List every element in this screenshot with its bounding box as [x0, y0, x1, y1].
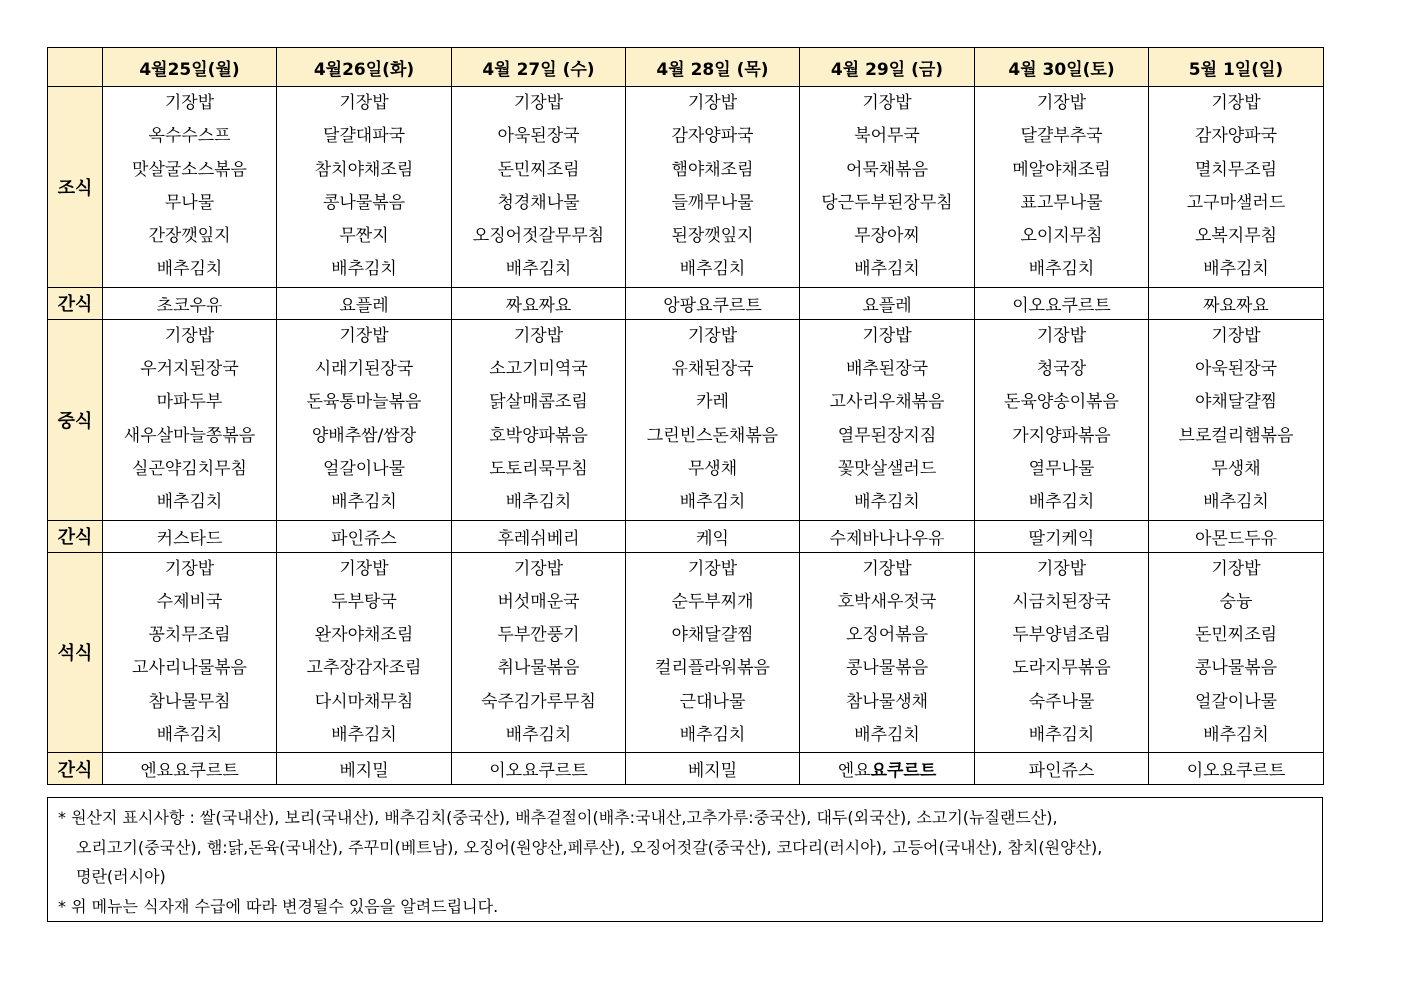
menu-item: 기장밥	[687, 93, 738, 113]
snack-cell: 요플레	[800, 287, 975, 319]
menu-item: 기장밥	[513, 93, 564, 113]
snack-cell: 수제바나나우유	[800, 520, 975, 552]
menu-item: 기장밥	[164, 558, 215, 579]
menu-item: 도라지무볶음	[1012, 658, 1111, 679]
menu-item: 들깨무나물	[671, 192, 754, 213]
note-origin-line-2: 오리고기(중국산), 햄:닭,돈육(국내산), 주꾸미(베트남), 오징어(원양산,페루산), 오징어젓갈(중국산), 코다리(러시아), 고등어(국내산), 참치(원양산),	[76, 837, 1103, 857]
snack-cell: 이오요쿠르트	[452, 753, 626, 785]
menu-cell	[452, 87, 626, 288]
menu-item: 고사리우채볶음	[829, 392, 945, 413]
menu-cell	[800, 552, 975, 753]
menu-item: 얼갈이나물	[1194, 691, 1278, 712]
table-body	[48, 87, 1324, 785]
snack-cell: 이오요쿠르트	[975, 287, 1149, 319]
menu-item: 돈민찌조림	[1194, 625, 1278, 646]
menu-item: 배추김치	[679, 259, 746, 280]
snack-cell: 아몬드두유	[1149, 520, 1324, 552]
menu-item: 콩나물볶음	[1194, 658, 1278, 679]
menu-item: 청국장	[1036, 359, 1087, 380]
day-header: 5월 1일(일)	[1149, 48, 1324, 87]
row-label: 석식	[48, 552, 103, 753]
menu-item: 숭늉	[1219, 591, 1253, 612]
menu-item: 시금치된장국	[1012, 591, 1111, 612]
menu-item: 기장밥	[687, 325, 738, 346]
table-header	[48, 48, 1324, 87]
menu-item: 순두부찌개	[671, 591, 754, 612]
meal-row	[48, 552, 1324, 753]
menu-item: 콩나물볶음	[845, 658, 929, 679]
snack-row	[48, 520, 1324, 552]
header-row	[48, 48, 1324, 87]
snack-cell: 딸기케익	[975, 520, 1149, 552]
menu-item: 감자양파국	[1194, 126, 1278, 147]
menu-item: 새우살마늘쫑볶음	[123, 425, 256, 446]
menu-cell	[103, 552, 277, 753]
menu-item: 멸치무조림	[1194, 159, 1278, 180]
menu-cell	[277, 552, 452, 753]
snack-cell: 파인쥬스	[277, 520, 452, 552]
snack-item-part: 엔요	[837, 761, 871, 782]
menu-item: 참나물무침	[148, 691, 231, 712]
menu-item: 오징어볶음	[845, 625, 929, 646]
menu-item: 버섯매운국	[497, 591, 580, 612]
menu-item: 돈민찌조림	[497, 159, 580, 180]
snack-cell: 요플레	[277, 287, 452, 319]
menu-item: 기장밥	[1036, 93, 1087, 113]
snack-cell: 후레쉬베리	[452, 520, 626, 552]
menu-item: 배추김치	[505, 259, 572, 280]
menu-cell	[103, 87, 277, 288]
menu-item: 브로컬리햄볶음	[1178, 425, 1294, 446]
menu-cell	[1149, 87, 1324, 288]
menu-cell	[1149, 319, 1324, 520]
menu-item: 당근두부된장무침	[821, 192, 953, 213]
snack-item-part-bold: 요쿠르트	[870, 761, 937, 782]
menu-item: 도토리묵무침	[489, 458, 588, 479]
menu-item: 두부깐풍기	[497, 625, 580, 646]
menu-item: 무생채	[687, 458, 738, 479]
menu-item: 기장밥	[862, 93, 912, 113]
menu-item: 완자야채조림	[314, 625, 414, 646]
menu-item: 무생채	[1211, 458, 1261, 479]
menu-item: 콩나물볶음	[322, 192, 406, 213]
menu-item: 배추김치	[331, 492, 397, 513]
menu-item: 오이지무침	[1020, 226, 1103, 247]
menu-item: 배추김치	[505, 492, 572, 513]
menu-item: 가지양파볶음	[1012, 425, 1111, 446]
menu-item: 오복지무침	[1194, 226, 1278, 247]
menu-item: 열무나물	[1028, 458, 1095, 479]
menu-cell	[452, 552, 626, 753]
menu-item: 배추김치	[679, 725, 746, 746]
menu-item: 배추김치	[331, 259, 397, 280]
snack-cell	[800, 753, 975, 785]
snack-cell: 베지밀	[277, 753, 452, 785]
menu-table	[47, 47, 1324, 785]
menu-item: 옥수수스프	[148, 126, 231, 147]
menu-item: 두부양념조림	[1012, 625, 1111, 646]
menu-item: 달걀대파국	[322, 126, 406, 147]
menu-item: 수제비국	[156, 591, 223, 612]
menu-item: 컬리플라워볶음	[655, 658, 770, 679]
snack-cell: 초코우유	[103, 287, 277, 319]
menu-item: 아욱된장국	[497, 126, 580, 147]
menu-item: 어묵채볶음	[845, 159, 929, 180]
note-origin-line-1: * 원산지 표시사항 : 쌀(국내산), 보리(국내산), 배추김치(중국산), 배추겉절이(배추:국내산,고추가루:중국산), 대두(외국산), 소고기(뉴질랜드산),	[58, 808, 1058, 827]
note-origin-line-3: 명란(러시아)	[76, 867, 166, 886]
menu-item: 호박새우젓국	[837, 591, 937, 612]
snack-cell: 케익	[626, 520, 800, 552]
snack-cell: 엔요요쿠르트	[103, 753, 277, 785]
menu-item: 배추김치	[1203, 259, 1269, 280]
row-label: 간식	[48, 520, 103, 552]
menu-item: 배추김치	[854, 492, 920, 513]
menu-item: 숙주김가루무침	[481, 691, 596, 712]
snack-cell: 커스타드	[103, 520, 277, 552]
row-label: 중식	[48, 319, 103, 520]
menu-item: 기장밥	[862, 558, 912, 579]
meal-row	[48, 87, 1324, 288]
menu-cell	[975, 552, 1149, 753]
menu-item: 기장밥	[164, 93, 215, 113]
header-corner	[48, 48, 103, 87]
menu-item: 고구마샐러드	[1186, 192, 1286, 213]
meal-row	[48, 319, 1324, 520]
menu-item: 배추된장국	[845, 359, 929, 380]
menu-cell	[452, 319, 626, 520]
menu-item: 배추김치	[156, 259, 223, 280]
snack-cell: 이오요쿠르트	[1149, 753, 1324, 785]
menu-cell	[800, 87, 975, 288]
menu-item: 돈육통마늘볶음	[306, 392, 422, 413]
menu-item: 햄야채조림	[671, 159, 754, 180]
menu-item: 아욱된장국	[1194, 359, 1278, 380]
menu-item: 고사리나물볶음	[132, 658, 247, 679]
day-header: 4월 30일(토)	[975, 48, 1149, 87]
day-header: 4월 27일 (수)	[452, 48, 626, 87]
menu-item: 기장밥	[1036, 325, 1087, 346]
menu-cell	[626, 552, 800, 753]
menu-item: 기장밥	[1211, 93, 1261, 113]
menu-item: 닭살매콤조림	[489, 392, 588, 413]
menu-item: 돈육양송이볶음	[1004, 392, 1119, 413]
menu-item: 양배추쌈/쌈장	[311, 425, 417, 446]
day-header: 4월 29일 (금)	[800, 48, 975, 87]
menu-item: 기장밥	[339, 558, 389, 579]
snack-cell: 베지밀	[626, 753, 800, 785]
menu-item: 배추김치	[1203, 725, 1269, 746]
snack-cell: 앙팡요쿠르트	[626, 287, 800, 319]
menu-cell	[626, 319, 800, 520]
menu-cell	[1149, 552, 1324, 753]
menu-cell	[975, 87, 1149, 288]
menu-item: 북어무국	[854, 126, 920, 147]
menu-item: 달걀부추국	[1020, 126, 1103, 147]
menu-item: 무나물	[164, 192, 215, 213]
menu-item: 배추김치	[854, 725, 920, 746]
menu-item: 실곤약김치무침	[132, 458, 247, 479]
menu-item: 기장밥	[687, 558, 738, 579]
menu-item: 꽃맛살샐러드	[837, 458, 937, 479]
menu-item: 무짠지	[339, 226, 389, 247]
menu-item: 숙주나물	[1028, 691, 1095, 712]
menu-item: 배추김치	[1028, 259, 1095, 280]
menu-item: 호박양파볶음	[489, 425, 588, 446]
menu-item: 얼갈이나물	[322, 458, 406, 479]
snack-cell: 짜요짜요	[1149, 287, 1324, 319]
snack-cell: 파인쥬스	[975, 753, 1149, 785]
menu-item: 고추장감자조림	[306, 658, 422, 679]
menu-item: 청경채나물	[497, 192, 580, 213]
menu-item: 배추김치	[854, 259, 920, 280]
snack-row	[48, 287, 1324, 319]
menu-item: 기장밥	[164, 325, 215, 346]
menu-item: 배추김치	[156, 725, 223, 746]
menu-item: 기장밥	[862, 325, 912, 346]
menu-item: 유채된장국	[671, 359, 754, 380]
menu-item: 기장밥	[1211, 325, 1261, 346]
menu-item: 배추김치	[331, 725, 397, 746]
menu-item: 기장밥	[339, 93, 389, 113]
menu-item: 카레	[696, 392, 729, 413]
menu-item: 기장밥	[339, 325, 389, 346]
menu-item: 오징어젓갈무무침	[472, 226, 605, 247]
day-header: 4월 28일 (목)	[626, 48, 800, 87]
menu-item: 열무된장지짐	[837, 425, 937, 446]
snack-cell: 짜요짜요	[452, 287, 626, 319]
menu-item: 메알야채조림	[1012, 159, 1111, 180]
menu-item: 시래기된장국	[314, 359, 414, 380]
menu-item: 기장밥	[1211, 558, 1261, 579]
menu-item: 우거지된장국	[140, 359, 239, 380]
menu-item: 기장밥	[1036, 558, 1087, 579]
note-menu-change: * 위 메뉴는 식자재 수급에 따라 변경될수 있음을 알려드립니다.	[58, 896, 499, 916]
menu-item: 다시마채무침	[314, 691, 414, 712]
menu-item: 야채달걀찜	[1194, 392, 1278, 413]
menu-item: 마파두부	[156, 392, 223, 413]
menu-item: 간장깻잎지	[148, 226, 231, 247]
menu-item: 감자양파국	[671, 126, 754, 147]
menu-item: 꽁치무조림	[148, 625, 231, 646]
menu-item: 참치야채조림	[314, 159, 414, 180]
menu-item: 배추김치	[1028, 492, 1095, 513]
menu-item: 기장밥	[513, 558, 564, 579]
menu-item: 배추김치	[156, 492, 223, 513]
day-header: 4월26일(화)	[277, 48, 452, 87]
menu-item: 두부탕국	[331, 591, 397, 612]
menu-item: 배추김치	[1203, 492, 1269, 513]
menu-cell	[277, 87, 452, 288]
menu-item: 배추김치	[679, 492, 746, 513]
menu-cell	[800, 319, 975, 520]
menu-item: 배추김치	[1028, 725, 1095, 746]
snack-row	[48, 753, 1324, 785]
menu-item: 기장밥	[513, 325, 564, 346]
menu-item: 근대나물	[679, 691, 746, 712]
menu-item: 그린빈스돈채볶음	[646, 425, 779, 446]
menu-item: 배추김치	[505, 725, 572, 746]
notes-box	[47, 797, 1323, 922]
menu-item: 참나물생채	[845, 691, 929, 712]
menu-item: 소고기미역국	[489, 359, 588, 380]
menu-cell	[103, 319, 277, 520]
menu-item: 맛살굴소스볶음	[132, 159, 247, 180]
row-label: 간식	[48, 287, 103, 319]
menu-item: 된장깻잎지	[671, 226, 754, 247]
menu-cell	[975, 319, 1149, 520]
row-label: 조식	[48, 87, 103, 288]
menu-cell	[277, 319, 452, 520]
row-label: 간식	[48, 753, 103, 785]
menu-item: 취나물볶음	[497, 658, 580, 679]
menu-item: 표고무나물	[1020, 192, 1103, 213]
day-header: 4월25일(월)	[103, 48, 277, 87]
menu-item: 야채달걀찜	[671, 625, 754, 646]
menu-item: 무장아찌	[854, 226, 920, 247]
menu-cell	[626, 87, 800, 288]
